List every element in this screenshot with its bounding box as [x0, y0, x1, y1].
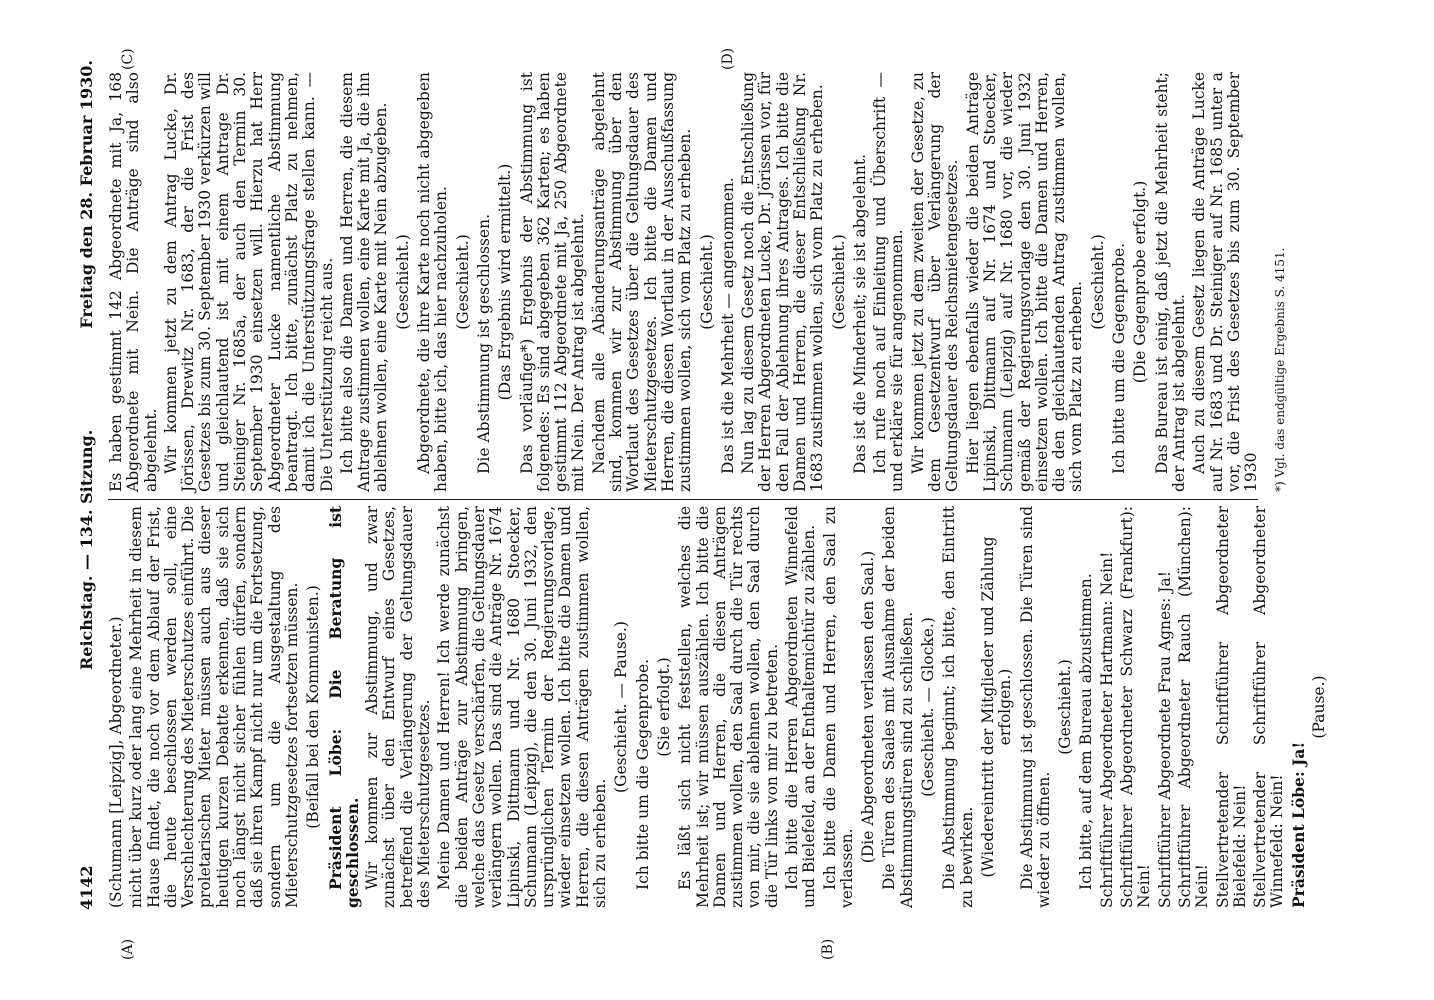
stage-direction: (Geschieht.)	[829, 234, 848, 330]
paragraph: Es haben gestimmt 142 Abgeordnete mit Ja, 168 Abgeordnete mit Nein. Die Anträge sind also abgelehnt.	[107, 72, 160, 492]
paragraph: Nun lag zu diesem Gesetz noch die Entschließung der Herren Abgeordneten Lucke, Dr. Jörissen vor, für den Fall der Ablehnung ihres Antrages. Ich bitte die Damen und Herren, die dieser Entschließung Nr. 1683 zustimmen wollen, sich vom Platz zu erheben.	[739, 72, 827, 492]
left-column	[108, 506, 1332, 908]
paragraph: nicht über kurz oder lang eine Mehrheit in diesem Hause findet, die noch vor dem Ablauf der Frist, die heute beschlossen werden soll, eine Verschlechterung des Mieterschutzes einführt. Die proletarischen Mieter müssen auch aus dieser heutigen kurzen Debatte erkennen, daß sie sich noch längst nicht sicher fühlen dürfen, sondern daß sie ihren Kampf nicht nur um die Fortsetzung, sondern um die Ausgestaltung des Mieterschutzgesetzes fortsetzen müssen.	[127, 506, 301, 908]
right-column	[108, 72, 1293, 492]
stage-direction: (Geschieht.)	[1088, 234, 1107, 330]
vote-line: Präsident Löbe: Ja!	[1288, 741, 1308, 908]
paragraph: Ich bitte um die Gegenprobe.	[633, 658, 652, 890]
paragraph: Das ist die Mehrheit — angenommen.	[718, 177, 737, 474]
funding-sidebar	[1414, 0, 1428, 1000]
paragraph: Nachdem alle Abänderungsanträge abgelehnt sind, kommen wir zur Abstimmung über den Wortlaut des Gesetzes über die Geltungsdauer des Mieterschutzgesetzes. Ich bitte die Damen und Herren, die diesen Wortlaut in der Ausschußfassung zustimmen wollen, sich vom Platz zu erheben.	[589, 72, 695, 492]
paragraph: Die Türen des Saales mit Ausnahme der beiden Abstimmungstüren sind zu schließen.	[880, 506, 916, 908]
stage-direction: (Beifall bei den Kommunisten.)	[304, 585, 323, 829]
paragraph: Das ist die Minderheit; sie ist abgelehnt.	[850, 154, 869, 474]
column-divider	[108, 499, 1258, 500]
paragraph: Ich bitte die Herren Abgeordneten Winnefeld und Bielefeld, an der Enthaltemichtür zu zählen.	[782, 506, 819, 908]
stage-direction: (Die Abgeordneten verlassen den Saal.)	[859, 550, 878, 864]
stage-direction: (Geschieht.)	[393, 234, 412, 330]
header-session: Reichstag. — 134. Sitzung.	[77, 429, 96, 670]
vote-line: Schriftführer Abgeordnete Frau Agnes: Ja!	[1155, 571, 1174, 908]
margin-mark-a: (A)	[120, 938, 136, 960]
stage-direction: (Geschieht.)	[697, 234, 716, 330]
stage-direction: (Sie erfolgt.)	[654, 657, 673, 757]
stage-direction: (Geschieht.)	[453, 234, 472, 330]
paragraph: Ich bitte die Damen und Herren, den Saal zu verlassen.	[820, 506, 856, 908]
paragraph: Ich bitte um die Gegenprobe.	[1110, 242, 1129, 474]
page-header	[78, 50, 98, 910]
stage-direction: (Geschieht.)	[1056, 659, 1075, 755]
paragraph: Ich rufe noch auf Einleitung und Überschrift — und erkläre sie für angenommen.	[871, 72, 907, 492]
margin-mark-d: (D)	[720, 47, 736, 70]
paragraph: Meine Damen und Herren! Ich werde zunächst die beiden Anträge zur Abstimmung bringen, welche das Gesetz verschärfen, die Geltungsdauer verlängern wollen. Das sind die Anträge Nr. 1674 Lipinski, Dittmann und Nr. 1680 Stoecker, Schumann (Leipzig), die den 30. Juni 1932, den ursprünglichen Termin der Regierungsvorlage, wieder einsetzen wollen. Ich bitte die Damen und Herren, die diesen Anträgen zustimmen wollen, sich zu erheben.	[435, 506, 610, 908]
paragraph: Ich bitte also die Damen und Herren, die diesem Antrage zustimmen wollen, eine Karte mit Ja, die ihn ablehnen wollen, eine Karte mit Nein abzugeben.	[337, 72, 391, 492]
paragraph: Hier liegen ebenfalls wieder die beiden Anträge Lipinski, Dittmann auf Nr. 1674 und Stoecker, Schumann (Leipzig) auf Nr. 1680 vor, die wieder gemäß der Regierungsvorlage den 30. Juni 1932 einsetzen wollen. Ich bitte die Damen und Herren, die den gleichlautenden Antrag zustimmen wollen, sich vom Platz zu erheben.	[963, 72, 1086, 492]
speaker-line: (Schumann [Leipzig], Abgeordneter.)	[107, 616, 125, 908]
paragraph: Wir kommen jetzt zu dem Antrag Lucke, Dr. Jörissen, Drewitz Nr. 1683, der die Frist des Gesetzes bis zum 30. September 1930 verkürzen will und gleichlautend ist mit einem Antrage Dr. Steiniger Nr. 1685a, der auch den Termin 30. September 1930 einsetzen will. Hierzu hat Herr Abgeordneter Lucke namentliche Abstimmung beantragt. Ich bitte, zunächst Platz zu nehmen, damit ich die Unterstützungsfrage stellen kann. — Die Unterstützung reicht aus.	[161, 72, 336, 492]
page-number: 4142	[77, 865, 96, 910]
header-date: Freitag den 28. Februar 1930.	[77, 60, 96, 329]
stage-direction: (Wiedereintritt der Mitglieder und Zählung erfolgen.)	[978, 536, 1015, 878]
stage-direction: (Die Gegenprobe erfolgt.)	[1131, 180, 1150, 384]
paragraph: Ich bitte, auf dem Bureau abzustimmen.	[1077, 573, 1096, 890]
speaker-line: Präsident Löbe: Die Beratung ist geschlossen.	[325, 506, 362, 908]
stage-direction: (Pause.)	[1310, 675, 1328, 739]
paragraph: Es läßt sich nicht feststellen, welches die Mehrheit ist; wir müssen auszählen. Ich bitte die Damen und Herren, die diesen Anträgen zustimmen wollen, den Saal durch die Tür rechts von mir, die sie ablehnen wollen, den Saal durch die Tür links von mir zu betreten.	[676, 506, 781, 908]
paragraph: Die Abstimmung ist geschlossen.	[474, 213, 493, 474]
paragraph: Wir kommen jetzt zu dem zweiten der Gesetze, zu dem Gesetzentwurf über Verlängerung der Geltungsdauer des Reichsmietengesetzes.	[908, 72, 962, 492]
paragraph: Die Abstimmung ist geschlossen. Die Türen sind wieder zu öffnen.	[1017, 506, 1053, 908]
stage-direction: (Geschieht. — Pause.)	[612, 621, 631, 793]
stage-direction: (Das Ergebnis wird ermittelt.)	[496, 163, 515, 401]
margin-mark-c: (C)	[120, 48, 136, 70]
vote-line: Stellvertretender Schriftführer Abgeordneter Winnefeld: Nein!	[1251, 506, 1287, 908]
paragraph: Wir kommen zur Abstimmung, und zwar zunächst über den Entwurf eines Gesetzes, betreffend die Verlängerung der Geltungsdauer des Mieterschutzgesetzes.	[363, 506, 434, 908]
vote-line: Stellvertretender Schriftführer Abgeordneter Bielefeld: Nein!	[1213, 506, 1249, 908]
footnote: *) Vgl. das endgültige Ergebnis S. 4151.	[1273, 247, 1288, 492]
vote-line: Schriftführer Abgeordneter Hartmann: Nein!	[1097, 551, 1116, 908]
paragraph: Auch zu diesem Gesetz liegen die Anträge Lucke auf Nr. 1683 und Dr. Steiniger auf Nr. 1685 unter a vor, die Frist des Gesetzes bis zum 30. September 1930	[1190, 72, 1261, 492]
vote-line: Schriftführer Abgeordneter Schwarz (Frankfurt): Nein!	[1118, 506, 1154, 908]
stage-direction: (Geschieht. — Glocke.)	[919, 617, 938, 797]
paragraph: Das Bureau ist einig, daß jetzt die Mehrheit steht; der Antrag ist abgelehnt.	[1152, 72, 1188, 492]
paragraph: Die Abstimmung beginnt; ich bitte, den Eintritt zu bewirken.	[940, 506, 976, 908]
paragraph: Das vorläufige*) Ergebnis der Abstimmung ist folgendes: Es sind abgegeben 362 Karten; es haben gestimmt 112 Abgeordnete mit Ja, 250 Abgeordnete mit Nein. Der Antrag ist abgelehnt.	[517, 72, 588, 492]
margin-mark-b: (B)	[820, 938, 836, 960]
vote-line: Schriftführer Abgeordneter Rauch (München): Nein!	[1175, 506, 1212, 908]
paragraph: Abgeordnete, die ihre Karte noch nicht abgegeben haben, bitte ich, das hier nachzuholen.	[415, 72, 451, 492]
